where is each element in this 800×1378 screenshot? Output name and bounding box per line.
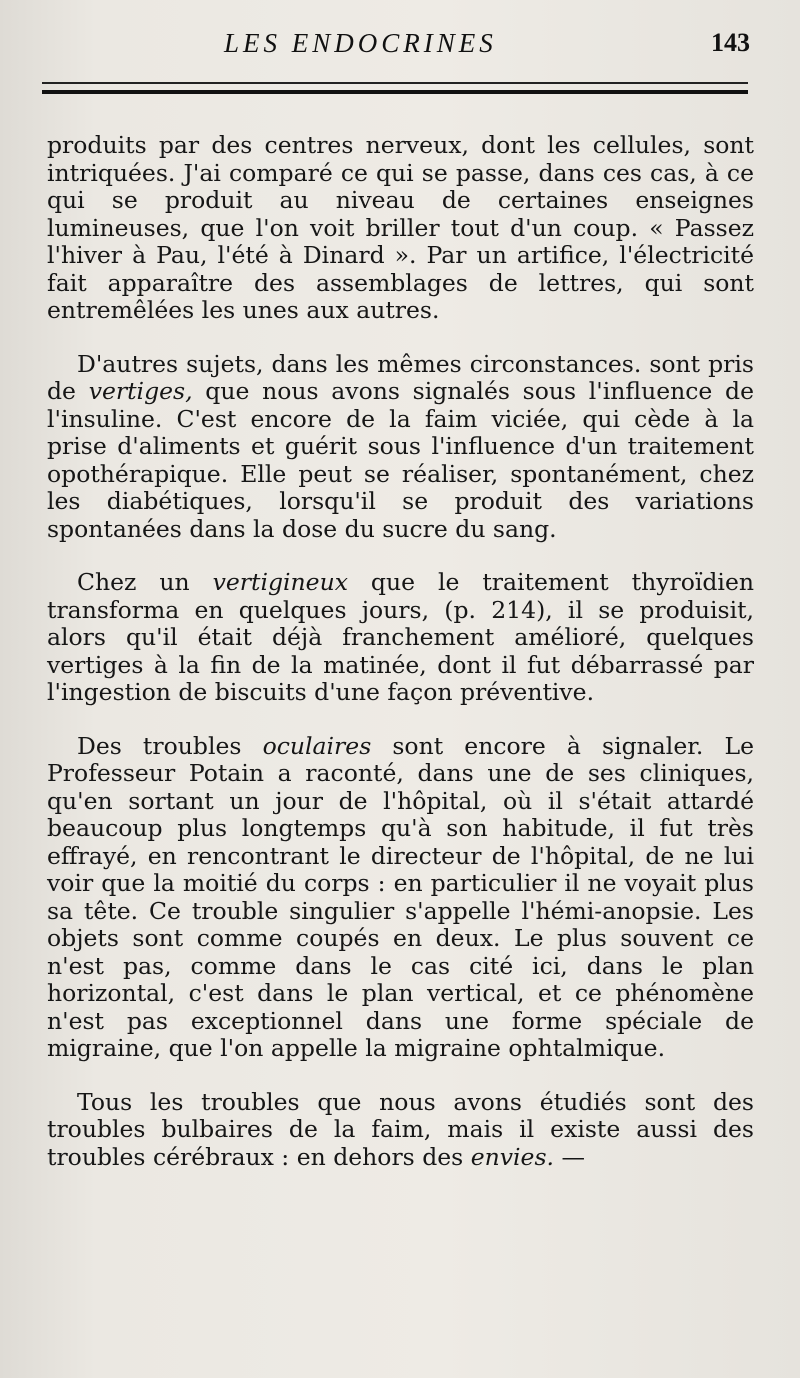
- paragraph-2-text-b: que nous avons signalés sous l'influence de l'insuline. C'est encore de la faim viciée, qui cède à la prise d'aliments et guérit sous l'influence d'un traitement opothérapique. Elle peut se réaliser, spontanément, chez les diabétiques, lorsqu'il se produit des variations spontanées dans la dose du sucre du sang.: [47, 377, 754, 543]
- paragraph-3: [47, 569, 754, 707]
- paragraph-4-text-a: Des troubles: [77, 731, 263, 760]
- header-rule-thin: [42, 82, 748, 84]
- paragraph-3-text-b: que le traitement thyroïdien transforma en quelques jours, (p. 214), il se produisit, alors qu'il était déjà franchement amélioré, quelques vertiges à la fin de la matinée, dont il fut débarrassé par l'ingestion de biscuits d'une façon préventive.: [47, 568, 754, 706]
- paragraph-5-text-a: Tous les troubles que nous avons étudiés sont des troubles bulbaires de la faim, mais il existe aussi des troubles cérébraux : en dehors des: [47, 1087, 754, 1171]
- paragraph-2-text-a: D'autres sujets, dans les mêmes circonstances. sont pris de: [47, 349, 754, 405]
- paragraph-4-italic: oculaires: [262, 731, 372, 760]
- paragraph-4: [47, 733, 754, 1063]
- paragraph-3-italic: vertigineux: [212, 568, 348, 596]
- paragraph-3-text-a: Chez un: [77, 568, 213, 596]
- paragraph-4-text-b: sont encore à signaler. Le Professeur Potain a raconté, dans une de ses cliniques, qu'en sortant un jour de l'hôpital, où il s'était attardé beaucoup plus longtemps qu'à son habitude, il fut très effrayé, en rencontrant le directeur de l'hôpital, de ne lui voir que la moitié du corps : en particulier il ne voyait plus sa tête. Ce trouble singulier s'appelle l'hémi-anopsie. Les objets sont comme coupés en deux. Le plus souvent ce n'est pas, comme dans le cas cité ici, dans le plan horizontal, c'est dans le plan vertical, et ce phénomène n'est pas exceptionnel dans une forme spéciale de migraine, que l'on appelle la migraine ophtalmique.: [47, 731, 754, 1062]
- paragraph-1: produits par des centres nerveux, dont les cellules, sont intriquées. J'ai comparé ce qui se passe, dans ces cas, à ce qui se produit au niveau de certaines enseignes lumineuses, que l'on voit briller tout d'un coup. « Passez l'hiver à Pau, l'été à Dinard ». Par un artifice, l'électricité fait apparaître des assemblages de lettres, qui sont entremêlées les unes aux autres.: [47, 131, 754, 324]
- page-number: 143: [711, 28, 750, 57]
- running-title: LES ENDOCRINES: [224, 28, 497, 58]
- paragraph-5: [47, 1089, 754, 1172]
- header-rule-thick: [42, 90, 748, 94]
- paragraph-2: [47, 351, 754, 544]
- page-header: [46, 28, 750, 64]
- paragraph-5-italic: envies.: [470, 1142, 554, 1171]
- paragraph-2-italic: vertiges,: [88, 377, 193, 405]
- paragraph-5-text-b: —: [553, 1142, 585, 1171]
- body-text: [47, 132, 754, 1171]
